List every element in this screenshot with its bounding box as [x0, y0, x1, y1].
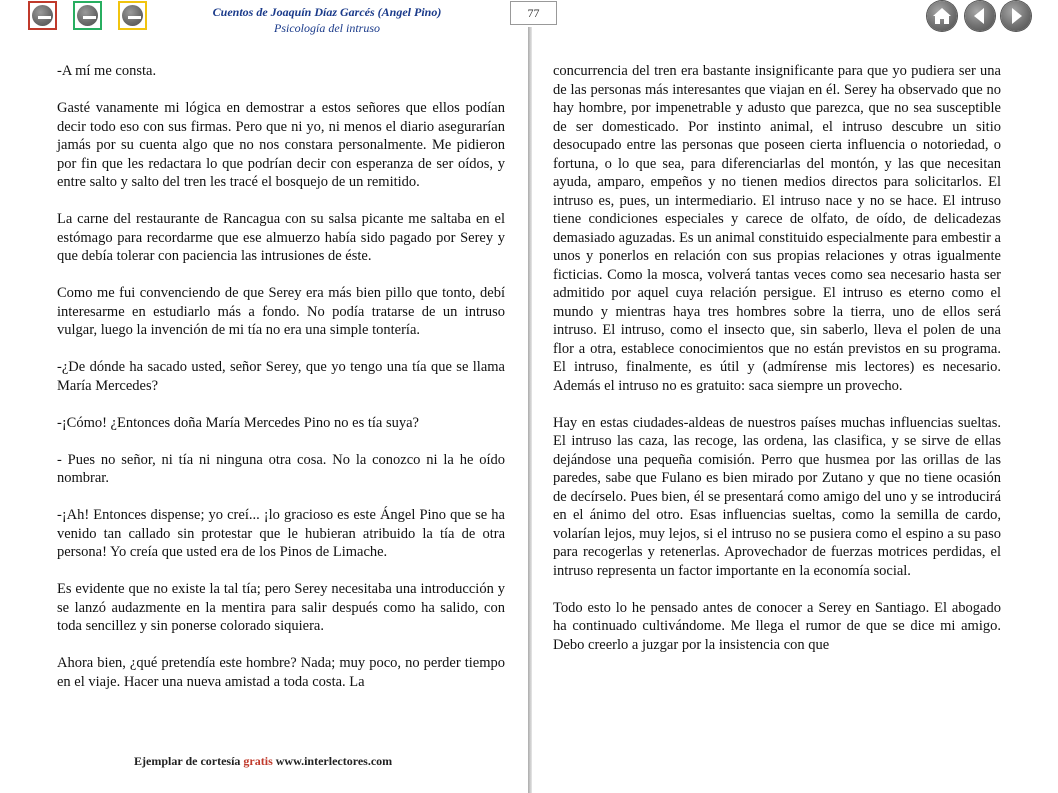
- maximize-icon: [122, 5, 143, 26]
- maximize-window-button[interactable]: [118, 1, 147, 30]
- chapter-title: Psicología del intruso: [274, 21, 380, 35]
- paragraph: Es evidente que no existe la tal tía; pero Serey necesitaba una introducción y se lanzó audazmente en la mentira para salir después como ha salido, con toda sencillez y sin ponerse colorado siquiera.: [57, 581, 505, 634]
- footer-gratis: gratis: [243, 754, 273, 768]
- paragraph: -¡Cómo! ¿Entonces doña María Mercedes Pino no es tía suya?: [57, 414, 419, 431]
- previous-page-button[interactable]: [965, 1, 995, 31]
- page-number: 77: [510, 1, 557, 25]
- paragraph: Como me fui convenciendo de que Serey era más bien pillo que tonto, debí interesarme en estudiarlo más a fondo. No podía tratarse de un intruso vulgar, luego la invención de mi tía no era una simple tontería.: [57, 285, 505, 338]
- paragraph: Ahora bien, ¿qué pretendía este hombre? Nada; muy poco, no perder tiempo en el viaje. Hacer una nueva amistad a toda costa. La: [57, 655, 505, 690]
- paragraph: Gasté vanamente mi lógica en demostrar a estos señores que ellos podían decir todo eso con sus firmas. Pero que ni yo, ni menos el diario asegurarían jamás por su cuenta algo que no nos constara personalmente. Me pidieron por fin que les redactara lo que podrían decir con esperanza de ser oídos, y entre salto y salto del tren les tracé el bosquejo de un remitido.: [57, 100, 505, 190]
- minimize-icon: [77, 5, 98, 26]
- paragraph: Todo esto lo he pensado antes de conocer a Serey en Santiago. El abogado ha continuado cultivándome. Me llega el rumor de que se dice mi amigo. Debo creerlo a juzgar por la insistencia con que: [553, 599, 1001, 653]
- arrow-left-icon: [965, 1, 995, 31]
- arrow-right-icon: [1001, 1, 1031, 31]
- page-divider: [528, 27, 532, 793]
- paragraph: -¿De dónde ha sacado usted, señor Serey, que yo tengo una tía que se llama María Mercedes?: [57, 359, 505, 394]
- paragraph: La carne del restaurante de Rancagua con su salsa picante me saltaba en el estómago para recordarme que ese almuerzo había sido pagado por Serey y que debía tolerar con paciencia las intrusiones de éste.: [57, 211, 505, 264]
- footer-url[interactable]: www.interlectores.com: [275, 754, 393, 768]
- book-title: Cuentos de Joaquín Díaz Garcés (Angel Pino): [212, 5, 442, 19]
- left-text-column: [57, 62, 505, 710]
- paragraph: - Pues no señor, ni tía ni ninguna otra cosa. No la conozco ni la he oído nombrar.: [57, 451, 505, 486]
- home-icon: [927, 1, 957, 31]
- paragraph: Hay en estas ciudades-aldeas de nuestros países muchas influencias sueltas. El intruso las caza, las recoge, las ordena, las clasifica, y se sirve de ellas dejándose una pequeña comisión. Perro que husmea por las orillas de las paredes, sabe que Fulano es bien mirado por Zutano y que no tiene ocasión de decírselo. Pues bien, él se presentará como amigo del uno y se introducirá en el ánimo del otro. Esas influencias sueltas, como la semilla de cardo, volarían lejos, muy lejos, si el intruso no se pusiera como el espino a su paso para recogerlas y retenerlas. Aprovechador de fuerzas motrices perdidas, el intruso representa un factor importante en la economía social.: [553, 414, 1001, 579]
- footer-prefix: Ejemplar de cortesía: [134, 754, 241, 768]
- footer: [134, 754, 392, 769]
- close-window-button[interactable]: [28, 1, 57, 30]
- paragraph: -A mí me consta.: [57, 63, 157, 79]
- home-button[interactable]: [927, 1, 957, 31]
- right-text-column: [553, 62, 1001, 673]
- close-icon: [32, 5, 53, 26]
- paragraph: concurrencia del tren era bastante insignificante para que yo pudiera ser una de las personas más interesantes que viajan en él. Serey ha observado que no hay hombre, por impenetrable y adusto que parezca, que no sea susceptible de ser domesticado. Por instinto animal, el intruso descubre un sitio desocupado entre las personas que poseen cierta influencia o notoriedad, o fortuna, o lo que sea, para diferenciarlas del montón, y las que necesitan ayuda, amparo, empeños y no tienen medios directos para solicitarlos. El intruso es, pues, un intermediario. El intruso nace y no se hace. El intruso tiene condiciones especiales y carece de olfato, de oído, de delicadezas demasiado aguzadas. Es un animal constituido especialmente para embestir a unos y ponerlos en relación con sus propias relaciones y otras igualmente ficticias. Como la mosca, volverá tantas veces como sea necesario hasta ser admitido por aquel cuya relación persigue. El intruso es eterno como el mundo y mientras haya tres hombres sobre la tierra, uno de ellos será intruso. El intruso, como el insecto que, sin saberlo, lleva el polen de una flor a otra, establece conocimientos que no están previstos en su programa. El intruso, finalmente, es útil y (admírense mis lectores) es necesario. Además el intruso no es gratuito: saca siempre un provecho.: [553, 63, 1001, 394]
- next-page-button[interactable]: [1001, 1, 1031, 31]
- paragraph: -¡Ah! Entonces dispense; yo creí... ¡lo gracioso es este Ángel Pino que se ha venido tan callado sin protestar que le hubieran atribuido la tía de otra persona! Yo creía que usted era de los Pinos de Limache.: [57, 507, 505, 560]
- minimize-window-button[interactable]: [73, 1, 102, 30]
